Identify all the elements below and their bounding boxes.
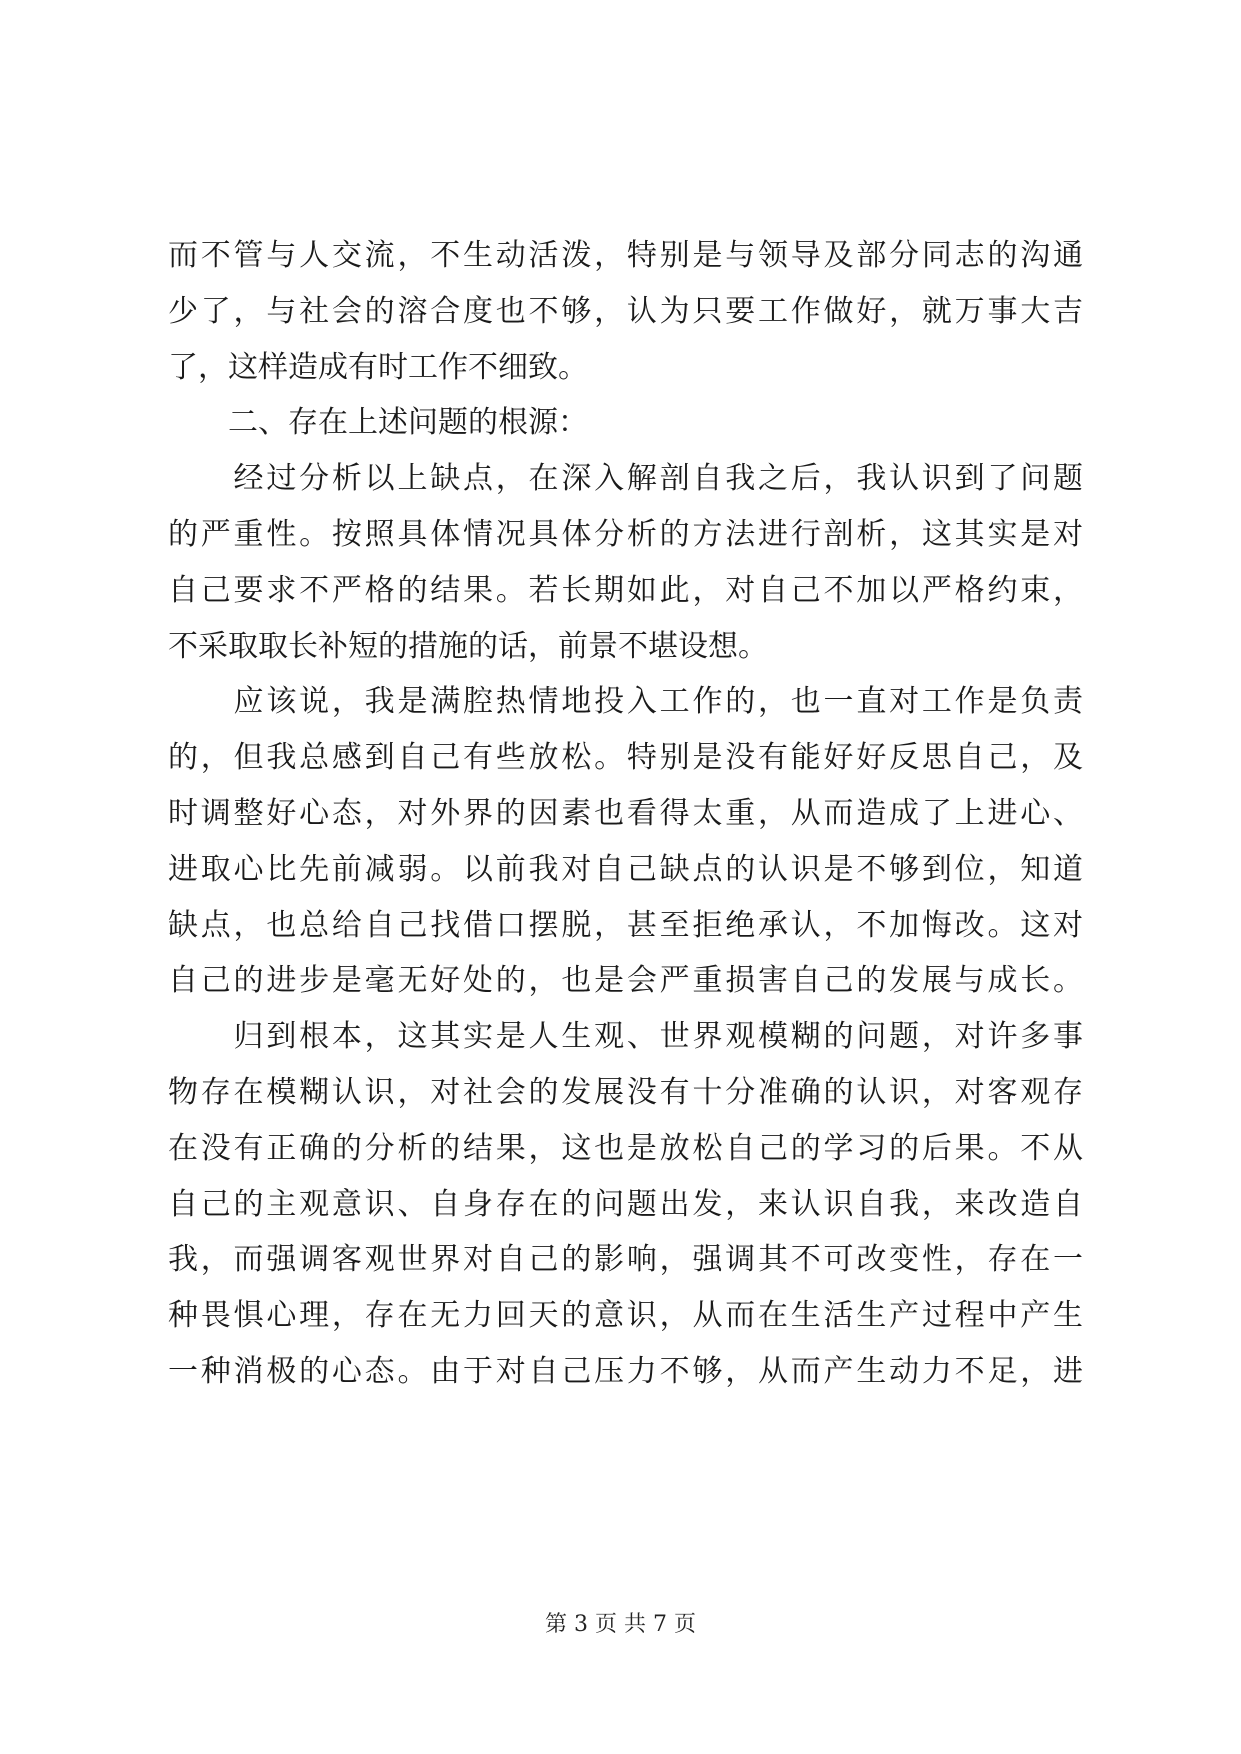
text-line: 的，但我总感到自己有些放松。特别是没有能好好反思自己，及 — [168, 740, 1083, 776]
text-line: 物存在模糊认识，对社会的发展没有十分准确的认识，对客观存 — [168, 1074, 1083, 1110]
text-line: 在没有正确的分析的结果，这也是放松自己的学习的后果。不从 — [168, 1130, 1083, 1166]
text-line: 了，这样造成有时工作不细致。 — [168, 349, 588, 385]
page-footer: 第 3 页 共 7 页 — [545, 1612, 696, 1637]
section-heading: 二、存在上述问题的根源： — [168, 405, 588, 441]
text-line: 进取心比先前减弱。以前我对自己缺点的认识是不够到位，知道 — [168, 851, 1083, 887]
text-line: 少了，与社会的溶合度也不够，认为只要工作做好，就万事大吉 — [168, 293, 1083, 329]
text-line: 时调整好心态，对外界的因素也看得太重，从而造成了上进心、 — [168, 795, 1083, 831]
text-line: 种畏惧心理，存在无力回天的意识，从而在生活生产过程中产生 — [168, 1298, 1083, 1334]
text-line: 归到根本，这其实是人生观、世界观模糊的问题，对许多事 — [168, 1019, 1083, 1055]
text-line: 缺点，也总给自己找借口摆脱，甚至拒绝承认，不加悔改。这对 — [168, 907, 1083, 943]
text-line: 而不管与人交流，不生动活泼，特别是与领导及部分同志的沟通 — [168, 238, 1083, 273]
body-text — [168, 228, 1083, 1400]
text-line: 自己的主观意识、自身存在的问题出发，来认识自我，来改造自 — [168, 1186, 1083, 1222]
text-line: 应该说，我是满腔热情地投入工作的，也一直对工作是负责 — [168, 684, 1083, 720]
text-line: 经过分析以上缺点，在深入解剖自我之后，我认识到了问题 — [168, 461, 1083, 497]
text-line: 我，而强调客观世界对自己的影响，强调其不可改变性，存在一 — [168, 1242, 1083, 1278]
text-line: 自己的进步是毫无好处的，也是会严重损害自己的发展与成长。 — [168, 963, 1083, 999]
text-line: 不采取取长补短的措施的话，前景不堪设想。 — [168, 628, 768, 664]
text-line: 自己要求不严格的结果。若长期如此，对自己不加以严格约束， — [168, 572, 1083, 608]
text-line: 的严重性。按照具体情况具体分析的方法进行剖析，这其实是对 — [168, 516, 1083, 552]
text-line: 一种消极的心态。由于对自己压力不够，从而产生动力不足，进 — [168, 1353, 1083, 1389]
